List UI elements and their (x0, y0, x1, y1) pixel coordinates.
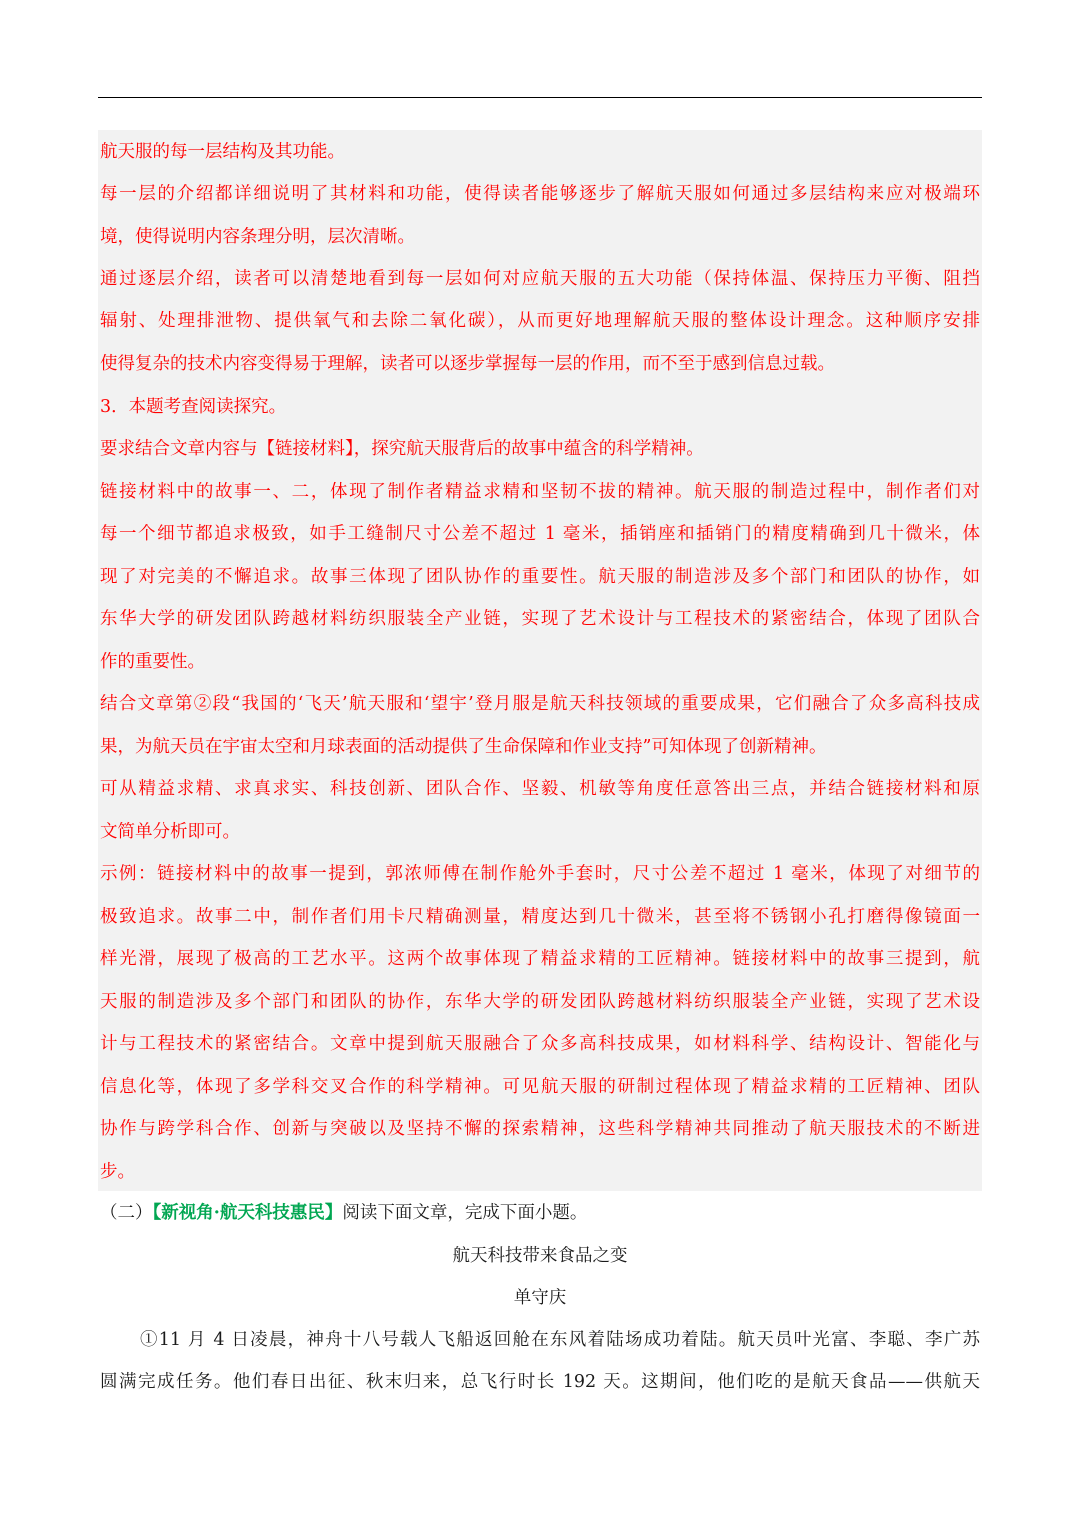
answer-line: 协作与跨学科合作、创新与突破以及坚持不懈的探索精神，这些科学精神共同推动了航天服技术的不断进 (100, 1119, 980, 1139)
answer-line: 样光滑，展现了极高的工艺水平。这两个故事体现了精益求精的工匠精神。链接材料中的故事三提到，航 (100, 949, 980, 969)
answer-line: 链接材料中的故事一、二，体现了制作者精益求精和坚韧不拔的精神。航天服的制造过程中，制作者们对 (100, 482, 980, 502)
answer-line: 每一层的介绍都详细说明了其材料和功能，使得读者能够逐步了解航天服如何通过多层结构来应对极端环 (100, 184, 980, 204)
answer-line: 步。 (100, 1162, 135, 1182)
header-rule (98, 97, 982, 98)
answer-line: 果，为航天员在宇宙太空和月球表面的活动提供了生命保障和作业支持”可知体现了创新精神。 (100, 737, 827, 757)
article-paragraph-line: 圆满完成任务。他们春日出征、秋末归来，总飞行时长 192 天。这期间，他们吃的是航天食品——供航天 (100, 1372, 980, 1392)
article-author: 单守庆 (513, 1288, 567, 1308)
answer-line: 可从精益求精、求真求实、科技创新、团队合作、坚毅、机敏等角度任意答出三点，并结合链接材料和原 (100, 779, 980, 799)
answer-line: 极致追求。故事二中，制作者们用卡尺精确测量，精度达到几十微米，甚至将不锈钢小孔打磨得像镜面一 (100, 907, 980, 927)
answer-line: 境，使得说明内容条理分明，层次清晰。 (100, 227, 415, 247)
answer-line: 通过逐层介绍，读者可以清楚地看到每一层如何对应航天服的五大功能（保持体温、保持压力平衡、阻挡 (100, 269, 980, 289)
section-prefix: （二） (100, 1203, 153, 1223)
section-heading (100, 1201, 980, 1225)
answer-line: 使得复杂的技术内容变得易于理解，读者可以逐步掌握每一层的作用，而不至于感到信息过载。 (100, 354, 835, 374)
answer-line: 文简单分析即可。 (100, 822, 240, 842)
answer-line: 航天服的每一层结构及其功能。 (100, 142, 345, 162)
section-tag: 【新视角·航天科技惠民】 (152, 1203, 343, 1223)
question-heading: 3．本题考查阅读探究。 (100, 397, 287, 417)
article-paragraph-line: ①11 月 4 日凌晨，神舟十八号载人飞船返回舱在东风着陆场成功着陆。航天员叶光富、李聪、李广苏 (140, 1330, 980, 1350)
answer-line: 信息化等，体现了多学科交叉合作的科学精神。可见航天服的研制过程体现了精益求精的工匠精神、团队 (100, 1077, 980, 1097)
answer-line: 结合文章第②段“我国的‘飞天’航天服和‘望宇’登月服是航天科技领域的重要成果，它们融合了众多高科技成 (100, 694, 980, 714)
section-instruction: 阅读下面文章，完成下面小题。 (342, 1203, 588, 1223)
answer-line: 要求结合文章内容与【链接材料】，探究航天服背后的故事中蕴含的科学精神。 (100, 439, 704, 459)
answer-line: 每一个细节都追求极致，如手工缝制尺寸公差不超过 1 毫米，插销座和插销门的精度精确到几十微米，体 (100, 524, 980, 544)
answer-line: 东华大学的研发团队跨越材料纺织服装全产业链，实现了艺术设计与工程技术的紧密结合，体现了团队合 (100, 609, 980, 629)
answer-line: 现了对完美的不懈追求。故事三体现了团队协作的重要性。航天服的制造涉及多个部门和团队的协作，如 (100, 567, 980, 587)
answer-line: 天服的制造涉及多个部门和团队的协作，东华大学的研发团队跨越材料纺织服装全产业链，实现了艺术设 (100, 992, 980, 1012)
answer-line: 辐射、处理排泄物、提供氧气和去除二氧化碳），从而更好地理解航天服的整体设计理念。这种顺序安排 (100, 311, 980, 331)
answer-line: 作的重要性。 (100, 652, 205, 672)
answer-line: 示例：链接材料中的故事一提到，郭浓师傅在制作舱外手套时，尺寸公差不超过 1 毫米，体现了对细节的 (100, 864, 980, 884)
article-title: 航天科技带来食品之变 (452, 1246, 628, 1266)
answer-line: 计与工程技术的紧密结合。文章中提到航天服融合了众多高科技成果，如材料科学、结构设计、智能化与 (100, 1034, 980, 1054)
